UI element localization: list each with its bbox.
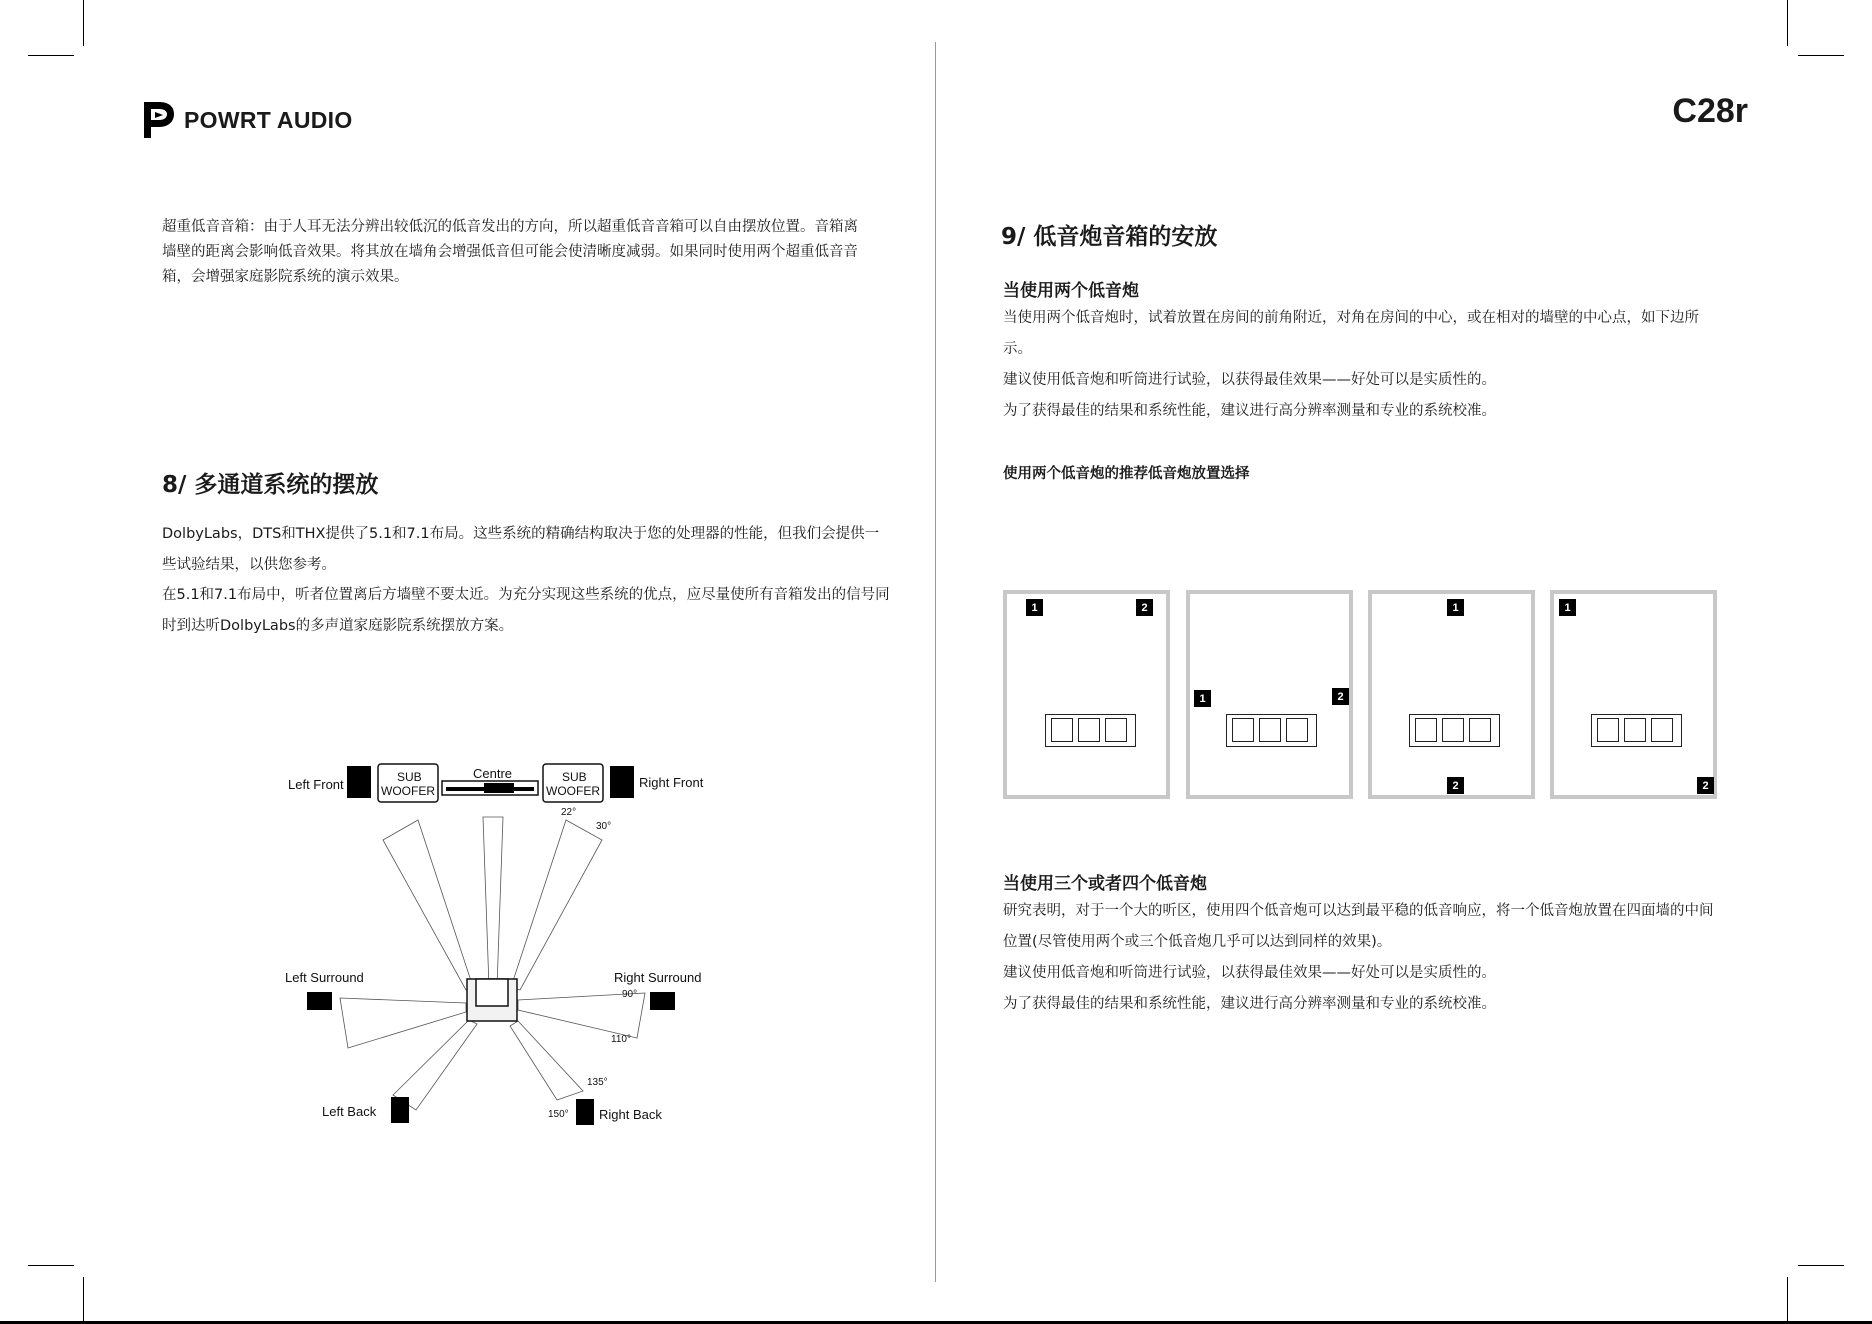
section-8-title: 8/ 多通道系统的摆放 — [162, 472, 379, 498]
left-back-cone — [393, 1020, 477, 1110]
seating — [1591, 714, 1682, 747]
brand-name: POWRT AUDIO — [184, 106, 353, 133]
crop-mark — [1798, 1265, 1844, 1266]
section-8-paragraph-1: DolbyLabs，DTS和THX提供了5.1和7.1布局。这些系统的精确结构取决于您的处理器的性能，但我们会提供一些试验结果，以供您参考。 — [162, 526, 880, 573]
angle-22: 22° — [561, 807, 577, 818]
surround-layout-diagram — [270, 750, 720, 1135]
three-four-subs-paragraph-1: 研究表明，对于一个大的听区，使用四个低音炮可以达到最平稳的低音响应，将一个低音炮放置在四面墙的中间位置(尽管使用两个或三个低音炮几乎可以达到同样的效果)。 — [1003, 903, 1714, 950]
angle-90: 90° — [622, 989, 638, 1000]
crop-mark — [1787, 1277, 1788, 1324]
angle-30: 30° — [596, 821, 612, 832]
crop-mark — [1787, 0, 1788, 46]
room-option-1 — [1003, 590, 1170, 799]
seating — [1045, 714, 1136, 747]
sub-badge-2: 2 — [1332, 688, 1349, 705]
two-subs-heading: 当使用两个低音炮 — [1003, 281, 1139, 301]
two-subs-paragraph-3: 为了获得最佳的结果和系统性能，建议进行高分辨率测量和专业的系统校准。 — [1003, 403, 1496, 419]
right-front-label: Right Front — [639, 775, 704, 790]
page-divider — [935, 42, 936, 1282]
crop-mark — [83, 1277, 84, 1324]
right-surround-label: Right Surround — [614, 970, 702, 985]
subwoofer-right-bottom: WOOFER — [546, 784, 600, 798]
intro-paragraph: 超重低音音箱：由于人耳无法分辨出较低沉的低音发出的方向，所以超重低音音箱可以自由摆放位置。音箱离墙壁的距离会影响低音效果。将其放在墙角会增强低音但可能会使清晰度减弱。如果同时使用两个超重低音音箱，会增强家庭影院系统的演示效果。 — [162, 219, 858, 285]
sub-badge-1: 1 — [1194, 690, 1211, 707]
centre-cone — [483, 817, 503, 987]
left-front-speaker — [347, 766, 371, 798]
right-surround-speaker — [650, 992, 675, 1010]
subwoofer-left-bottom: WOOFER — [381, 784, 435, 798]
angle-150: 150° — [548, 1109, 569, 1120]
left-back-label: Left Back — [322, 1104, 377, 1119]
right-back-label: Right Back — [599, 1107, 662, 1122]
left-front-label: Left Front — [288, 777, 344, 792]
crop-mark — [28, 55, 74, 56]
model-name: C28r — [1672, 92, 1748, 130]
crop-mark — [83, 0, 84, 46]
crop-mark — [28, 1265, 74, 1266]
centre-label: Centre — [473, 766, 513, 781]
three-four-subs-heading: 当使用三个或者四个低音炮 — [1003, 874, 1207, 894]
three-four-subs-paragraph-2: 建议使用低音炮和听筒进行试验，以获得最佳效果——好处可以是实质性的。 — [1003, 965, 1496, 981]
room-option-3 — [1368, 590, 1535, 799]
crop-mark — [1798, 55, 1844, 56]
sub-badge-1: 1 — [1447, 599, 1464, 616]
right-back-speaker — [576, 1099, 594, 1125]
left-surround-speaker — [307, 992, 332, 1010]
section-8-paragraph-2: 在5.1和7.1布局中，听者位置离后方墙壁不要太近。为充分实现这些系统的优点，应尽量使所有音箱发出的信号同时到达听DolbyLabs的多声道家庭影院系统摆放方案。 — [162, 587, 890, 634]
room-option-2 — [1186, 590, 1353, 799]
angle-110: 110° — [611, 1034, 631, 1045]
sub-badge-2: 2 — [1697, 777, 1714, 794]
figure-caption: 使用两个低音炮的推荐低音炮放置选择 — [1003, 466, 1250, 482]
right-front-cone — [511, 820, 602, 990]
sub-badge-2: 2 — [1136, 599, 1153, 616]
subwoofer-right-top: SUB — [562, 770, 587, 784]
sub-badge-1: 1 — [1026, 599, 1043, 616]
logo-mark-icon — [142, 100, 176, 140]
right-back-cone — [510, 1021, 583, 1100]
left-front-cone — [383, 820, 473, 990]
sub-badge-2: 2 — [1447, 777, 1464, 794]
seating — [1226, 714, 1317, 747]
section-9-title: 9/ 低音炮音箱的安放 — [1001, 224, 1218, 250]
right-front-speaker — [610, 766, 634, 798]
angle-135: 135° — [587, 1077, 608, 1088]
left-surround-label: Left Surround — [285, 970, 364, 985]
seating — [1409, 714, 1500, 747]
two-subs-paragraph-2: 建议使用低音炮和听筒进行试验，以获得最佳效果——好处可以是实质性的。 — [1003, 372, 1496, 388]
brand-logo — [142, 100, 353, 140]
sub-badge-1: 1 — [1559, 599, 1576, 616]
subwoofer-left-top: SUB — [397, 770, 422, 784]
room-option-4 — [1550, 590, 1717, 799]
left-surround-cone — [340, 998, 466, 1048]
three-four-subs-paragraph-3: 为了获得最佳的结果和系统性能，建议进行高分辨率测量和专业的系统校准。 — [1003, 996, 1496, 1012]
left-back-speaker — [391, 1097, 409, 1123]
two-subs-paragraph-1: 当使用两个低音炮时，试着放置在房间的前角附近，对角在房间的中心，或在相对的墙壁的中心点，如下边所示。 — [1003, 310, 1699, 357]
